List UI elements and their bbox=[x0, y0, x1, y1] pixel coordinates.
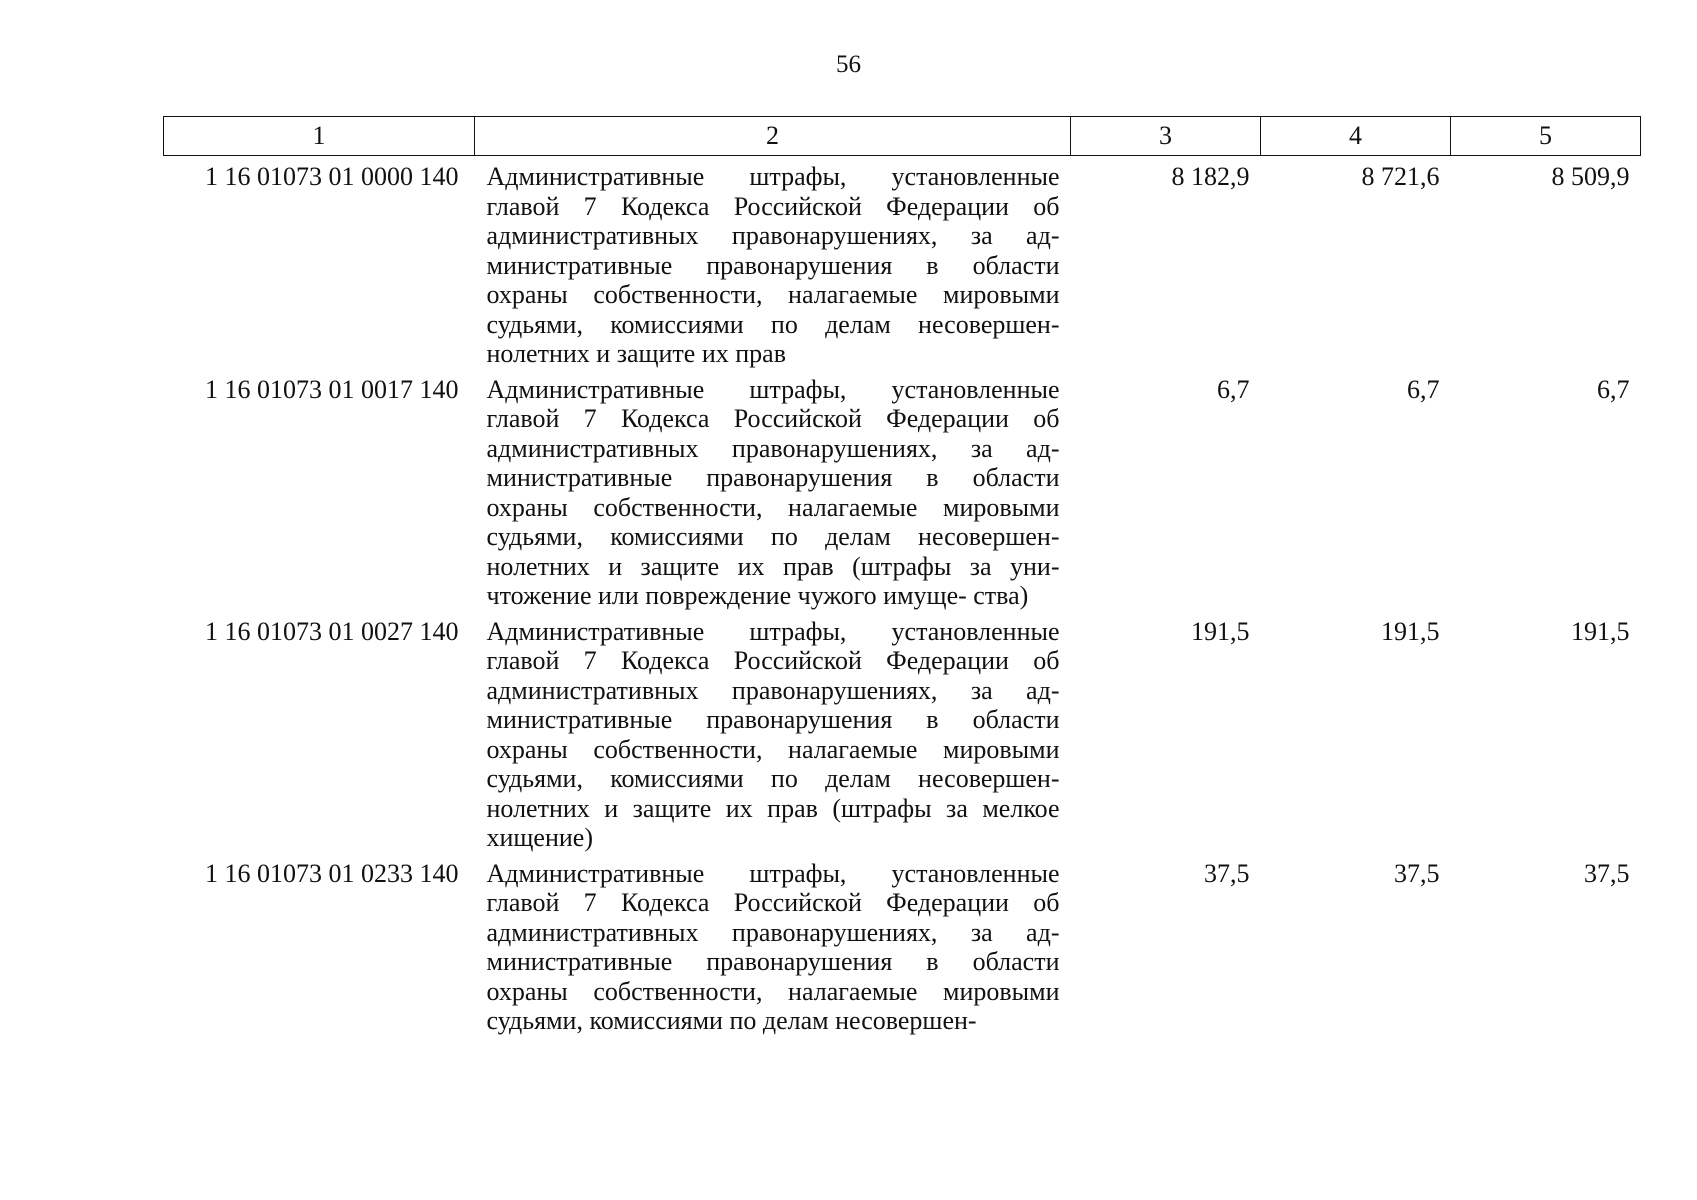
budget-table bbox=[163, 116, 1641, 1036]
row-value-col3: 37,5 bbox=[1204, 858, 1250, 888]
row-value-col3: 191,5 bbox=[1191, 616, 1250, 646]
row-value-col3: 8 182,9 bbox=[1171, 162, 1250, 191]
table-row bbox=[164, 853, 1641, 1036]
header-col-2: 2 bbox=[475, 117, 1071, 156]
table-header bbox=[164, 117, 1641, 156]
table-row bbox=[164, 369, 1641, 611]
header-col-4: 4 bbox=[1261, 117, 1451, 156]
row-value-col4: 37,5 bbox=[1394, 858, 1440, 888]
header-col-3: 3 bbox=[1071, 117, 1261, 156]
page-number: 56 bbox=[836, 51, 861, 78]
row-description: Административные штрафы, установленные главой 7 Кодекса Российской Федерации об административных правонарушениях, за ад- министративные правонарушения в области охраны собственности, налагаемые мировыми судьями, комиссиями по делам несовершен- нолетних и защите их прав bbox=[486, 162, 1060, 368]
header-col-1: 1 bbox=[164, 117, 475, 156]
table-row bbox=[164, 611, 1641, 853]
row-value-col4: 6,7 bbox=[1407, 374, 1440, 404]
table-row bbox=[164, 156, 1641, 369]
row-value-col5: 6,7 bbox=[1597, 374, 1630, 404]
row-value-col4: 8 721,6 bbox=[1361, 162, 1440, 191]
row-code: 1 16 01073 01 0017 140 bbox=[205, 374, 459, 404]
table-body bbox=[164, 156, 1641, 1036]
header-col-5: 5 bbox=[1451, 117, 1641, 156]
row-code: 1 16 01073 01 0233 140 bbox=[205, 858, 459, 888]
row-code: 1 16 01073 01 0027 140 bbox=[205, 616, 459, 646]
row-code: 1 16 01073 01 0000 140 bbox=[205, 162, 459, 191]
row-description: Административные штрафы, установленные главой 7 Кодекса Российской Федерации об административных правонарушениях, за ад- министративные правонарушения в области охраны собственности, налагаемые мировыми судьями, комиссиями по делам несовершен- нолетних и защите их прав (штрафы за мелкое хищение) bbox=[486, 616, 1060, 852]
row-value-col5: 8 509,9 bbox=[1551, 162, 1630, 191]
row-value-col5: 37,5 bbox=[1584, 858, 1630, 888]
header-row bbox=[164, 117, 1641, 156]
row-value-col3: 6,7 bbox=[1217, 374, 1250, 404]
row-description: Административные штрафы, установленные главой 7 Кодекса Российской Федерации об административных правонарушениях, за ад- министративные правонарушения в области охраны собственности, налагаемые мировыми судьями, комиссиями по делам несовершен- нолетних и защите их прав (штрафы за уни- чтожение или повреждение чужого имуще- ства) bbox=[486, 374, 1060, 610]
row-value-col5: 191,5 bbox=[1571, 616, 1630, 646]
row-description: Административные штрафы, установленные главой 7 Кодекса Российской Федерации об административных правонарушениях, за ад- министративные правонарушения в области охраны собственности, налагаемые мировыми судьями, комиссиями по делам несовершен- bbox=[486, 858, 1060, 1035]
row-value-col4: 191,5 bbox=[1381, 616, 1440, 646]
